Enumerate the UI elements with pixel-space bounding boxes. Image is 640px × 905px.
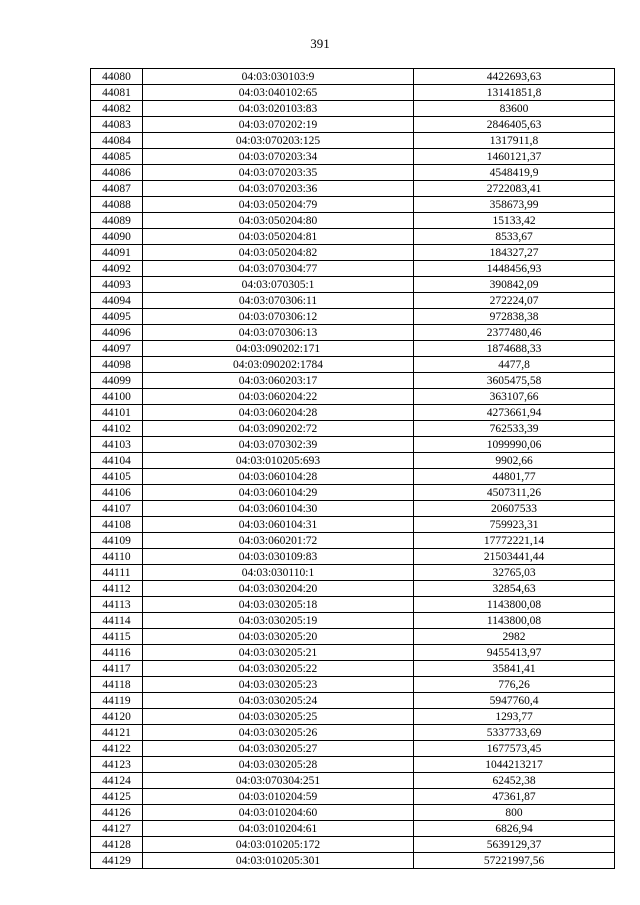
value-cell: 4273661,94 [414,405,615,421]
table-row [91,261,615,277]
cadastral-number-cell: 04:03:030205:20 [143,629,414,645]
table-row [91,677,615,693]
row-number-cell: 44104 [91,453,143,469]
table-row [91,405,615,421]
value-cell: 5947760,4 [414,693,615,709]
cadastral-number-cell: 04:03:020103:83 [143,101,414,117]
row-number-cell: 44102 [91,421,143,437]
value-cell: 800 [414,805,615,821]
row-number-cell: 44115 [91,629,143,645]
value-cell: 32854,63 [414,581,615,597]
cadastral-number-cell: 04:03:030205:25 [143,709,414,725]
table-row [91,373,615,389]
table-row [91,165,615,181]
cadastral-number-cell: 04:03:060104:28 [143,469,414,485]
cadastral-number-cell: 04:03:070203:34 [143,149,414,165]
cadastral-number-cell: 04:03:070203:125 [143,133,414,149]
row-number-cell: 44107 [91,501,143,517]
page-number: 391 [310,36,330,51]
table-row [91,181,615,197]
value-cell: 4422693,63 [414,69,615,85]
value-cell: 1044213217 [414,757,615,773]
value-cell: 1317911,8 [414,133,615,149]
table-row [91,773,615,789]
value-cell: 972838,38 [414,309,615,325]
value-cell: 9455413,97 [414,645,615,661]
cadastral-number-cell: 04:03:050204:80 [143,213,414,229]
row-number-cell: 44101 [91,405,143,421]
value-cell: 6826,94 [414,821,615,837]
row-number-cell: 44100 [91,389,143,405]
cadastral-number-cell: 04:03:030205:22 [143,661,414,677]
row-number-cell: 44099 [91,373,143,389]
value-cell: 57221997,56 [414,853,615,869]
cadastral-number-cell: 04:03:010204:61 [143,821,414,837]
table-row [91,277,615,293]
table-row [91,309,615,325]
cadastral-number-cell: 04:03:010205:172 [143,837,414,853]
cadastral-number-cell: 04:03:060104:31 [143,517,414,533]
value-cell: 1460121,37 [414,149,615,165]
row-number-cell: 44124 [91,773,143,789]
cadastral-number-cell: 04:03:090202:72 [143,421,414,437]
row-number-cell: 44089 [91,213,143,229]
row-number-cell: 44105 [91,469,143,485]
table-row [91,613,615,629]
table-row [91,133,615,149]
cadastral-number-cell: 04:03:010204:60 [143,805,414,821]
table-row [91,629,615,645]
row-number-cell: 44083 [91,117,143,133]
value-cell: 3605475,58 [414,373,615,389]
row-number-cell: 44086 [91,165,143,181]
cadastral-number-cell: 04:03:050204:82 [143,245,414,261]
value-cell: 83600 [414,101,615,117]
cadastral-number-cell: 04:03:060204:28 [143,405,414,421]
value-cell: 1099990,06 [414,437,615,453]
cadastral-number-cell: 04:03:030110:1 [143,565,414,581]
table-row [91,757,615,773]
value-cell: 17772221,14 [414,533,615,549]
row-number-cell: 44118 [91,677,143,693]
row-number-cell: 44123 [91,757,143,773]
table-row [91,789,615,805]
value-cell: 363107,66 [414,389,615,405]
row-number-cell: 44120 [91,709,143,725]
row-number-cell: 44094 [91,293,143,309]
row-number-cell: 44090 [91,229,143,245]
cadastral-number-cell: 04:03:030103:9 [143,69,414,85]
table-row [91,453,615,469]
value-cell: 13141851,8 [414,85,615,101]
value-cell: 184327,27 [414,245,615,261]
row-number-cell: 44095 [91,309,143,325]
cadastral-number-cell: 04:03:030205:21 [143,645,414,661]
value-cell: 1874688,33 [414,341,615,357]
row-number-cell: 44117 [91,661,143,677]
table-row [91,597,615,613]
cadastral-number-cell: 04:03:040102:65 [143,85,414,101]
table-row [91,421,615,437]
row-number-cell: 44127 [91,821,143,837]
row-number-cell: 44082 [91,101,143,117]
value-cell: 9902,66 [414,453,615,469]
cadastral-number-cell: 04:03:030205:23 [143,677,414,693]
table-row [91,341,615,357]
value-cell: 759923,31 [414,517,615,533]
cadastral-number-cell: 04:03:010205:693 [143,453,414,469]
row-number-cell: 44111 [91,565,143,581]
row-number-cell: 44087 [91,181,143,197]
cadastral-number-cell: 04:03:070203:36 [143,181,414,197]
cadastral-number-cell: 04:03:070202:19 [143,117,414,133]
value-cell: 1143800,08 [414,597,615,613]
table-row [91,581,615,597]
row-number-cell: 44093 [91,277,143,293]
cadastral-number-cell: 04:03:060204:22 [143,389,414,405]
cadastral-number-cell: 04:03:050204:79 [143,197,414,213]
value-cell: 1143800,08 [414,613,615,629]
cadastral-number-cell: 04:03:070306:13 [143,325,414,341]
value-cell: 4477,8 [414,357,615,373]
table-row [91,229,615,245]
table-row [91,357,615,373]
table-row [91,197,615,213]
cadastral-number-cell: 04:03:030205:18 [143,597,414,613]
table-row [91,149,615,165]
value-cell: 272224,07 [414,293,615,309]
value-cell: 4507311,26 [414,485,615,501]
cadastral-number-cell: 04:03:060201:72 [143,533,414,549]
table-row [91,501,615,517]
row-number-cell: 44092 [91,261,143,277]
table-row [91,69,615,85]
row-number-cell: 44126 [91,805,143,821]
row-number-cell: 44121 [91,725,143,741]
cadastral-number-cell: 04:03:070203:35 [143,165,414,181]
cadastral-number-cell: 04:03:070305:1 [143,277,414,293]
row-number-cell: 44108 [91,517,143,533]
row-number-cell: 44125 [91,789,143,805]
cadastral-number-cell: 04:03:090202:171 [143,341,414,357]
table-row [91,485,615,501]
value-cell: 21503441,44 [414,549,615,565]
table-row [91,645,615,661]
row-number-cell: 44096 [91,325,143,341]
row-number-cell: 44103 [91,437,143,453]
value-cell: 32765,03 [414,565,615,581]
value-cell: 15133,42 [414,213,615,229]
value-cell: 2982 [414,629,615,645]
cadastral-number-cell: 04:03:070304:77 [143,261,414,277]
value-cell: 358673,99 [414,197,615,213]
cadastral-number-cell: 04:03:030204:20 [143,581,414,597]
value-cell: 1293,77 [414,709,615,725]
row-number-cell: 44098 [91,357,143,373]
value-cell: 47361,87 [414,789,615,805]
table-row [91,725,615,741]
table-row [91,837,615,853]
row-number-cell: 44091 [91,245,143,261]
table-row [91,213,615,229]
value-cell: 20607533 [414,501,615,517]
row-number-cell: 44084 [91,133,143,149]
value-cell: 62452,38 [414,773,615,789]
row-number-cell: 44110 [91,549,143,565]
table-row [91,805,615,821]
table-row [91,565,615,581]
cadastral-number-cell: 04:03:010204:59 [143,789,414,805]
value-cell: 762533,39 [414,421,615,437]
row-number-cell: 44085 [91,149,143,165]
table-row [91,293,615,309]
cadastral-value-table [90,68,615,869]
table-row [91,437,615,453]
table-row [91,549,615,565]
cadastral-number-cell: 04:03:030205:28 [143,757,414,773]
value-cell: 390842,09 [414,277,615,293]
cadastral-number-cell: 04:03:010205:301 [143,853,414,869]
row-number-cell: 44129 [91,853,143,869]
table-row [91,709,615,725]
table-row [91,661,615,677]
cadastral-number-cell: 04:03:070306:11 [143,293,414,309]
table-row [91,469,615,485]
value-cell: 5639129,37 [414,837,615,853]
value-cell: 2377480,46 [414,325,615,341]
cadastral-number-cell: 04:03:070302:39 [143,437,414,453]
row-number-cell: 44097 [91,341,143,357]
value-cell: 776,26 [414,677,615,693]
table-row [91,853,615,869]
cadastral-number-cell: 04:03:050204:81 [143,229,414,245]
row-number-cell: 44119 [91,693,143,709]
row-number-cell: 44080 [91,69,143,85]
value-cell: 4548419,9 [414,165,615,181]
value-cell: 1448456,93 [414,261,615,277]
row-number-cell: 44128 [91,837,143,853]
row-number-cell: 44081 [91,85,143,101]
table-body [91,69,615,869]
table-row [91,389,615,405]
cadastral-number-cell: 04:03:030205:26 [143,725,414,741]
row-number-cell: 44112 [91,581,143,597]
table-row [91,517,615,533]
table-row [91,325,615,341]
row-number-cell: 44122 [91,741,143,757]
cadastral-number-cell: 04:03:030109:83 [143,549,414,565]
table-row [91,245,615,261]
value-cell: 44801,77 [414,469,615,485]
cadastral-number-cell: 04:03:030205:19 [143,613,414,629]
value-cell: 8533,67 [414,229,615,245]
table-row [91,741,615,757]
cadastral-number-cell: 04:03:070304:251 [143,773,414,789]
cadastral-number-cell: 04:03:060104:30 [143,501,414,517]
table-row [91,117,615,133]
value-cell: 1677573,45 [414,741,615,757]
row-number-cell: 44116 [91,645,143,661]
row-number-cell: 44109 [91,533,143,549]
cadastral-number-cell: 04:03:070306:12 [143,309,414,325]
row-number-cell: 44113 [91,597,143,613]
table-row [91,101,615,117]
cadastral-number-cell: 04:03:030205:24 [143,693,414,709]
value-cell: 5337733,69 [414,725,615,741]
row-number-cell: 44106 [91,485,143,501]
table-row [91,693,615,709]
row-number-cell: 44088 [91,197,143,213]
cadastral-number-cell: 04:03:060104:29 [143,485,414,501]
table-row [91,85,615,101]
value-cell: 35841,41 [414,661,615,677]
value-cell: 2722083,41 [414,181,615,197]
cadastral-number-cell: 04:03:090202:1784 [143,357,414,373]
value-cell: 2846405,63 [414,117,615,133]
cadastral-number-cell: 04:03:060203:17 [143,373,414,389]
table-row [91,533,615,549]
table-row [91,821,615,837]
row-number-cell: 44114 [91,613,143,629]
cadastral-number-cell: 04:03:030205:27 [143,741,414,757]
